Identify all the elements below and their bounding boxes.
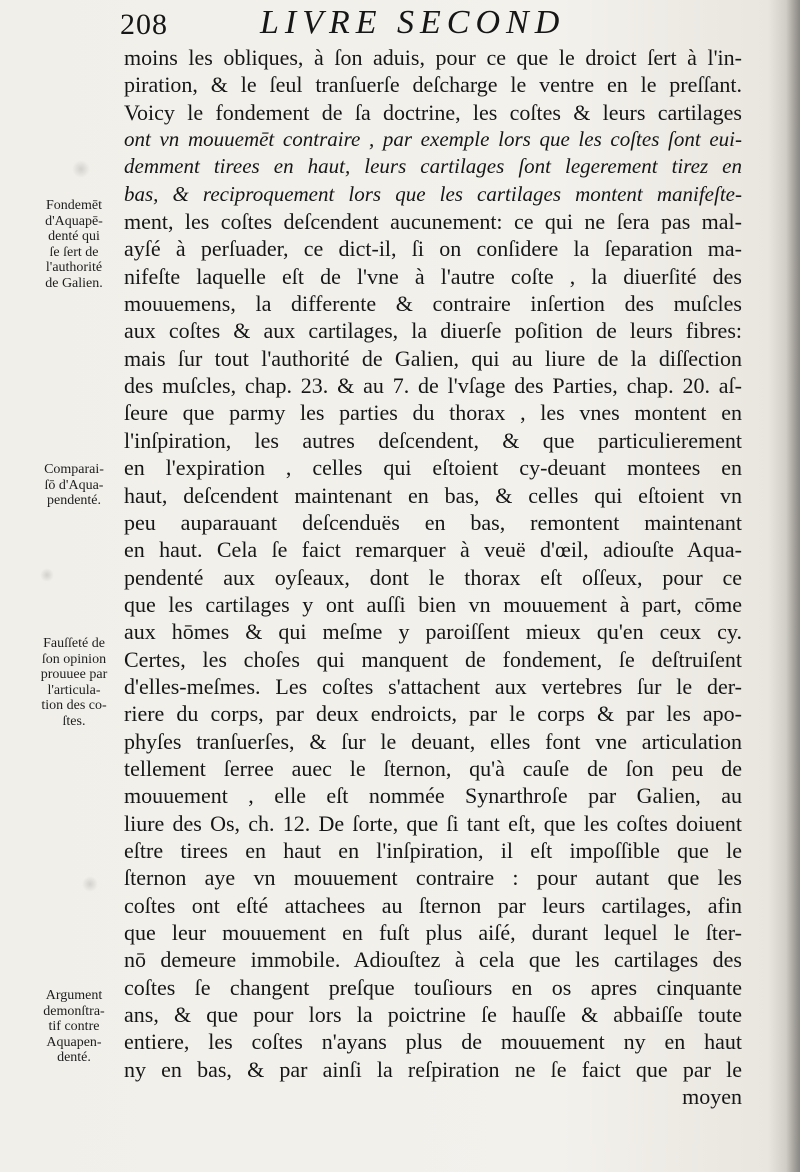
text-line: tellement ſerree auec le ſternon, qu'à cauſe de ſon peu de: [124, 755, 742, 781]
margin-note-line: ſe ſert de: [49, 244, 99, 260]
text-line: coſtes ſe changent preſque touſiours en os apres cinquante: [124, 974, 742, 1000]
text-line: ont vn mouuemēt contraire , par exemple lors que les coſtes ſont eui-: [124, 127, 742, 152]
margin-note-line: prouuee par: [40, 667, 108, 682]
text-line: ſternon aye vn mouuement contraire : pour autant que les: [124, 865, 742, 891]
text-line: mais ſur tout l'authorité de Galien, qui au liure de la diſſection: [124, 345, 742, 371]
text-line: moins les obliques, à ſon aduis, pour ce que le droict ſert à l'in-: [124, 45, 742, 70]
text-line: pendenté aux oyſeaux, dont le thorax eſt oſſeux, pour ce: [124, 564, 742, 590]
ink-blot: [40, 568, 54, 582]
text-line: nifeſte laquelle eſt de l'vne à l'autre coſte , la diuerſité des: [124, 263, 742, 289]
text-line: ſeure que parmy les parties du thorax , les vnes montent en: [124, 400, 742, 426]
ink-blot: [72, 160, 90, 178]
text-line: que leur mouuement en fuſt plus aiſé, durant lequel le ſter-: [124, 920, 742, 945]
text-line: aux coſtes & aux cartilages, la diuerſe poſition de leurs fibres:: [124, 318, 742, 344]
text-line: en l'expiration , celles qui eſtoient cy-deuant montees en: [124, 455, 742, 481]
margin-note-fondement: [22, 198, 126, 291]
text-line: haut, deſcendent maintenant en bas, & celles qui eſtoient vn: [124, 482, 742, 508]
margin-note-line: Fondemēt: [46, 198, 102, 213]
text-line: d'elles-meſmes. Les coſtes s'attachent aux vertebres ſur le der-: [124, 673, 742, 699]
text-line: peu auparauant deſcenduës en bas, remontent maintenant: [124, 509, 742, 535]
text-line: Voicy le fondement de ſa doctrine, les coſtes & leurs cartilages: [124, 99, 742, 125]
margin-note-comparaison: [22, 462, 126, 509]
margin-note-line: demonſtra-: [43, 1003, 105, 1019]
text-line: coſtes ont eſté attachees au ſternon par leurs cartilages, afin: [124, 892, 742, 918]
text-line: riere du corps, par deux endroicts, par le corps & par les apo-: [124, 701, 742, 727]
margin-note-line: Argument: [45, 988, 103, 1003]
text-line: entiere, les coſtes n'ayans plus de mouuement ny en haut: [124, 1029, 742, 1055]
text-line: des muſcles, chap. 23. & au 7. de l'vſage des Parties, chap. 20. aſ-: [124, 373, 742, 399]
text-line: ment, les coſtes deſcendent aucunement: ce qui ne ſera pas mal-: [124, 209, 742, 235]
text-line: l'inſpiration, les autres deſcendent, & que particulierement: [124, 427, 742, 453]
text-line: bas, & reciproquement lors que les cartilages montent manifeſte-: [124, 181, 742, 206]
margin-note-line: tif contre: [48, 1019, 100, 1034]
margin-note-line: tion des co-: [41, 698, 107, 713]
catchword: moyen: [682, 1084, 742, 1110]
margin-note-line: ſō d'Aqua-: [44, 477, 104, 493]
text-line: liure des Os, ch. 12. De ſorte, que ſi tant eſt, que les coſtes doiuent: [124, 810, 742, 836]
text-line: Certes, les choſes qui manquent de fondement, ſe deſtruiſent: [124, 646, 742, 672]
margin-note-argument: [22, 988, 126, 1066]
text-line: ny en bas, & par ainſi la reſpiration ne ſe faict que par le: [124, 1056, 742, 1082]
margin-note-line: l'articula-: [47, 682, 101, 698]
margin-note-line: ſtes.: [62, 713, 86, 729]
page-number: 208: [120, 8, 168, 41]
running-title: LIVRE SECOND: [260, 4, 566, 41]
text-line: phyſes tranſuerſes, & ſur le deuant, elles font vne articulation: [124, 728, 742, 754]
text-line: que les cartilages y ont auſſi bien vn mouuement à part, cōme: [124, 591, 742, 617]
text-line: mouuement , elle eſt nommée Synarthroſe par Galien, au: [124, 783, 742, 809]
margin-note-line: de Galien.: [45, 275, 103, 291]
margin-note-line: Fauſſeté de: [43, 636, 105, 651]
margin-note-line: Aquapen-: [46, 1034, 102, 1050]
text-line: demment tirees en haut, leurs cartilages ſont legerement tirez en: [124, 154, 742, 179]
text-line: nō demeure immobile. Adiouſtez à cela que les cartilages des: [124, 947, 742, 973]
margin-note-line: pendenté.: [46, 493, 102, 508]
margin-note-line: d'Aquapē-: [45, 213, 103, 229]
margin-note-line: ſon opinion: [41, 651, 107, 667]
text-line: piration, & le ſeul tranſuerſe deſcharge le ventre en le preſſant.: [124, 72, 742, 98]
margin-note-line: l'authorité: [45, 260, 103, 275]
page-edge-shadow: [786, 0, 800, 1172]
text-line: aux hōmes & qui meſme y paroiſſent mieux qu'en ceux cy.: [124, 619, 742, 645]
margin-note-faussete: [22, 636, 126, 729]
text-line: ans, & que pour lors la poictrine ſe hauſſe & abbaiſſe toute: [124, 1002, 742, 1028]
text-line: mouuemens, la differente & contraire inſertion des muſcles: [124, 291, 742, 317]
text-line: eſtre tirees en haut en l'inſpiration, il eſt impoſſible que le: [124, 837, 742, 863]
margin-note-line: Comparai-: [44, 462, 104, 477]
page-header: [120, 4, 760, 46]
margin-note-line: denté.: [57, 1050, 91, 1065]
ink-blot: [82, 876, 98, 892]
margin-note-line: denté qui: [48, 229, 100, 244]
main-text-block: [124, 44, 742, 1110]
text-line: en haut. Cela ſe faict remarquer à veuë d'œil, adiouſte Aqua-: [124, 537, 742, 563]
text-line: ayſé à perſuader, ce dict-il, ſi on conſidere la ſeparation ma-: [124, 236, 742, 262]
